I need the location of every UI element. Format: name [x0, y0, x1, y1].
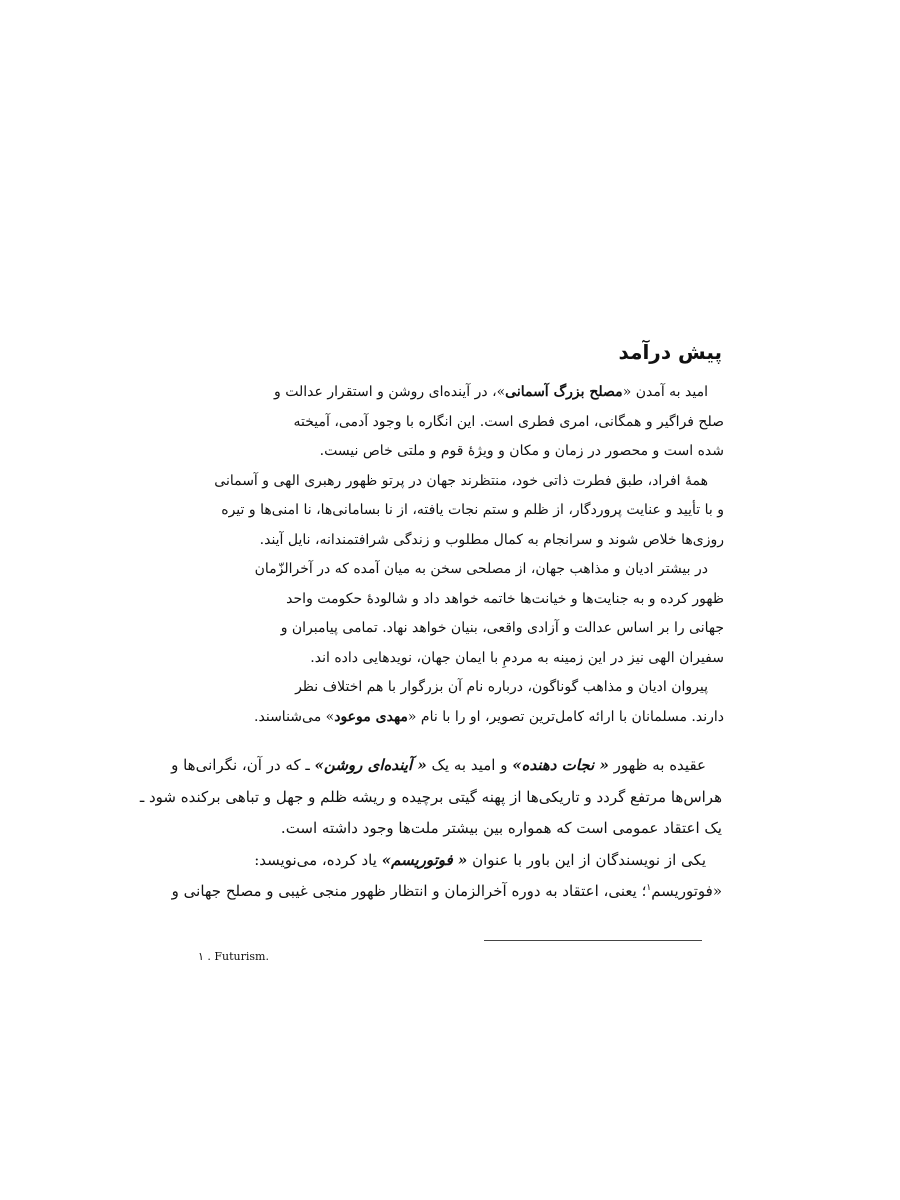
emphasized-term: « نجات دهنده» — [512, 756, 609, 774]
footnote-divider — [484, 940, 702, 941]
text-line: هراس‌ها مرتفع گردد و تاریکی‌ها از پهنه گیتی برچیده و ریشه ظلم و جهل و تباهی برکنده شود ـ — [139, 787, 722, 806]
text-run: عقیده به ظهور — [608, 756, 706, 774]
text-line — [171, 876, 722, 908]
text-line — [171, 750, 722, 782]
text-line: در بیشتر ادیان و مذاهب جهان، از مصلحی سخن به میان آمده که در آخرالزّمان — [254, 561, 708, 577]
text-line — [214, 378, 724, 408]
footnote-marker: ١ — [646, 883, 652, 893]
text-line: و با تأیید و عنایت پروردگار، از ظلم و ستم نجات یافته، از نا بسامانی‌ها، نا امنی‌ها و تیره — [221, 502, 724, 518]
text-line: روزی‌ها خلاص شوند و سرانجام به کمال مطلوب و زندگی شرافتمندانه، نایل آیند. — [259, 531, 724, 548]
text-run: «فوتوریسم — [651, 882, 722, 900]
text-line — [197, 845, 722, 877]
intro-passage — [214, 378, 724, 732]
text-run: دارند. مسلمانان با ارائه کامل‌ترین تصویر، او را با نام « — [407, 708, 724, 725]
text-run: امید به آمدن « — [622, 384, 708, 400]
text-line: یک اعتقاد عمومی است که همواره بین بیشتر ملت‌ها وجود داشته است. — [280, 819, 722, 837]
text-line: پیروان ادیان و مذاهب گوناگون، درباره نام آن بزرگوار با هم اختلاف نظر — [295, 679, 708, 695]
emphasized-term: مصلح بزرگ آسمانی — [505, 384, 623, 400]
text-run: ـ که در آن، نگرانی‌ها و — [171, 756, 315, 774]
text-run: » می‌شناسند. — [254, 708, 335, 725]
text-line — [214, 703, 724, 733]
text-run: یکی از نویسندگان از این باور با عنوان — [467, 850, 706, 869]
text-line: جهانی را بر اساس عدالت و آزادی واقعی، بنیان خواهد نهاد. تمامی پیامبران و — [280, 620, 724, 636]
body-paragraph-2 — [197, 845, 722, 877]
text-line: همۀ افراد، طبق فطرت ذاتی خود، منتظرند جهان در پرتو ظهور رهبری الهی و آسمانی — [214, 472, 708, 489]
intro-paragraph-1 — [214, 378, 724, 467]
body-passage — [139, 750, 722, 908]
text-line: صلح فراگیر و همگانی، امری فطری است. این انگاره با وجود آدمی، آمیخته — [293, 413, 724, 430]
text-run: و امید به یک — [426, 756, 513, 774]
emphasized-term: « فوتوریسم» — [381, 850, 468, 869]
intro-paragraph-3 — [214, 555, 724, 673]
text-run: »، در آینده‌ای روشن و استقرار عدالت و — [274, 384, 506, 400]
body-paragraph-3 — [171, 876, 722, 908]
emphasized-term: « آینده‌ای روشن» — [314, 756, 427, 774]
section-heading: پیش درآمد — [618, 340, 722, 364]
body-paragraph-1 — [139, 750, 722, 845]
text-run: ؛ یعنی، اعتقاد به دوره آخرالزمان و انتظار ظهور منجی غیبی و مصلح جهانی و — [171, 882, 647, 900]
intro-paragraph-2 — [214, 467, 724, 556]
text-line: ظهور کرده و به جنایت‌ها و خیانت‌ها خاتمه خواهد داد و شالودۀ حکومت واحد — [286, 590, 724, 607]
text-line: شده است و محصور در زمان و مکان و ویژۀ قوم و ملتی خاص نیست. — [319, 443, 724, 459]
intro-paragraph-4 — [214, 673, 724, 732]
text-run: یاد کرده، می‌نویسد: — [254, 850, 382, 869]
emphasized-term: مهدی موعود — [334, 708, 408, 725]
footnote: ١ . Futurism. — [198, 950, 269, 963]
text-line: سفیران الهی نیز در این زمینه به مردمِ با ایمان جهان، نویدهایی داده اند. — [310, 649, 724, 666]
